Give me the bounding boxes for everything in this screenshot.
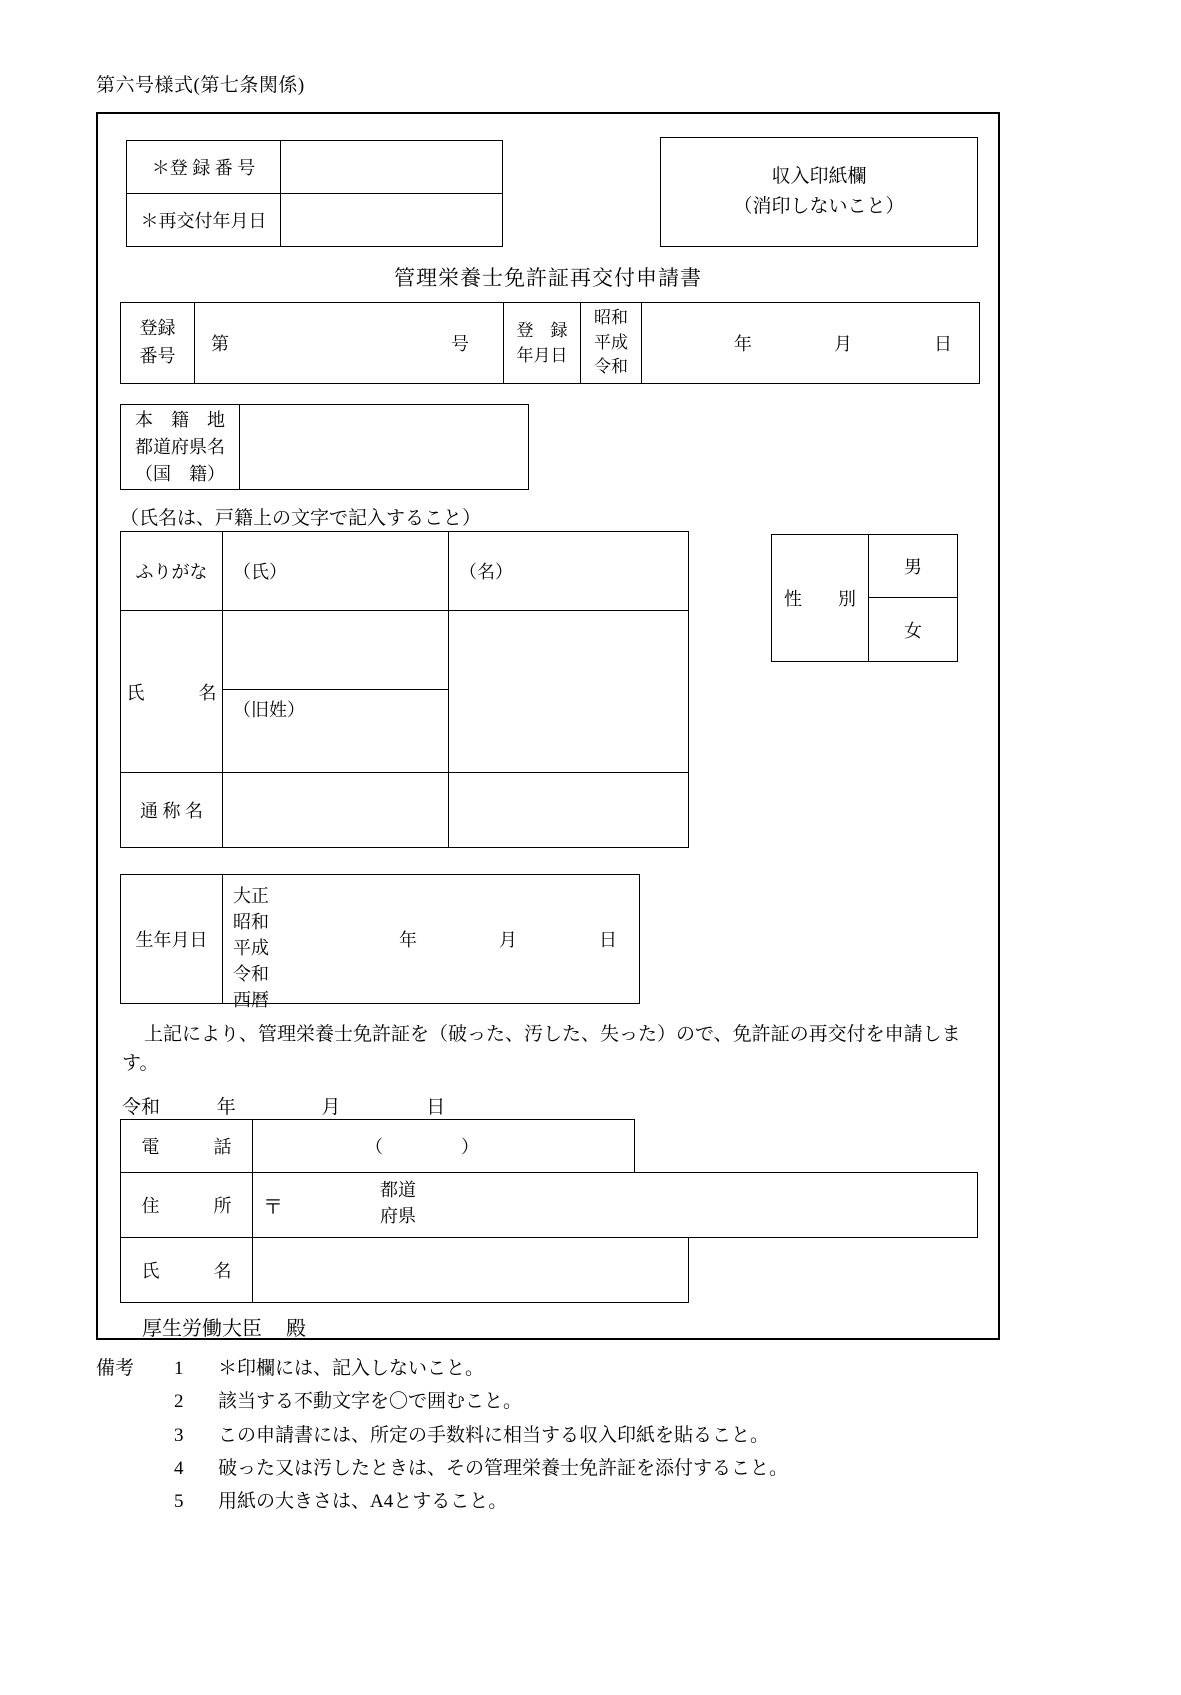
address-field[interactable] [252, 1172, 978, 1238]
addressee-minister-honorific: 殿 [286, 1318, 306, 1340]
remarks-section [96, 1352, 1056, 1518]
remarks-item-text: 破った又は汚したときは、その管理栄養士免許証を添付すること。 [218, 1457, 789, 1479]
application-statement [122, 1020, 982, 1079]
birthdate-era-reiwa[interactable]: 令和 [233, 964, 269, 985]
telephone-parentheses: （ ） [365, 1137, 509, 1157]
birthdate-era-options[interactable] [233, 883, 269, 1013]
name-label: 氏 名 [120, 610, 223, 773]
official-reissue-date-field[interactable] [280, 193, 503, 247]
remarks-item-number: 1 [174, 1358, 184, 1379]
remarks-item-number: 4 [174, 1457, 184, 1479]
postal-mark-icon: 〒 [263, 1196, 283, 1219]
application-date-day-unit: 日 [426, 1097, 446, 1118]
application-statement-line1: 上記により、管理栄養士免許証を（破った、汚した、失った）ので、免許証の再交付を申請しま [144, 1024, 961, 1045]
remarks-item [96, 1352, 1056, 1385]
address-label: 住 所 [120, 1172, 253, 1238]
domicile-label-line2: 都道府県名 [135, 436, 225, 457]
sex-option-male[interactable]: 男 [868, 534, 958, 598]
remarks-item [96, 1485, 1056, 1518]
remarks-item-text: ＊印欄には、記入しないこと。 [218, 1358, 485, 1379]
birthdate-era-seireki[interactable]: 西暦 [233, 990, 269, 1011]
name-givenname-field[interactable] [448, 610, 689, 773]
registration-era-reiwa[interactable]: 令和 [594, 357, 628, 377]
address-prefecture-hint-line2: 府県 [380, 1206, 416, 1227]
furigana-givenname-field[interactable] [448, 531, 689, 611]
registration-number-label [120, 302, 195, 384]
common-name-label: 通 称 名 [120, 772, 223, 848]
remarks-item-text: 該当する不動文字を〇で囲むこと。 [218, 1391, 523, 1413]
givenname-marker: （名） [459, 562, 513, 582]
registration-date-month-unit: 月 [834, 334, 852, 354]
addressee-minister [142, 1312, 306, 1341]
former-surname-marker: （旧姓） [233, 700, 305, 720]
remarks-spacer [96, 1452, 158, 1485]
applicant-name-field[interactable] [252, 1237, 689, 1303]
revenue-stamp-title: 収入印紙欄 [771, 165, 867, 187]
former-surname-field[interactable] [222, 689, 449, 773]
furigana-label: ふりがな [120, 531, 223, 611]
domicile-label [120, 404, 240, 490]
application-date-year-unit: 年 [216, 1097, 236, 1118]
birthdate-year-unit: 年 [399, 930, 417, 950]
birthdate-label: 生年月日 [120, 874, 223, 1004]
telephone-field[interactable] [252, 1119, 635, 1173]
sex-label: 性 別 [771, 534, 869, 662]
registration-number-field[interactable] [194, 302, 504, 384]
registration-number-label-line2: 番号 [139, 346, 176, 366]
domicile-label-line3: （国 籍） [135, 463, 225, 484]
application-date-month-unit: 月 [321, 1097, 341, 1118]
remarks-item-text: この申請書には、所定の手数料に相当する収入印紙を貼ること。 [218, 1424, 770, 1446]
applicant-name-label: 氏 名 [120, 1237, 253, 1303]
official-registration-number-label: ＊登 録 番 号 [126, 140, 281, 194]
remarks-item-number: 5 [174, 1491, 184, 1512]
common-name-field-right[interactable] [448, 772, 689, 848]
name-surname-field[interactable] [222, 610, 449, 690]
official-reissue-date-label: ＊再交付年月日 [126, 193, 281, 247]
addressee-minister-title: 厚生労働大臣 [142, 1318, 262, 1340]
application-statement-line2: す。 [122, 1053, 159, 1075]
birthdate-era-taisho[interactable]: 大正 [233, 886, 269, 906]
registration-date-label-line2: 年月日 [516, 346, 568, 365]
remarks-spacer [96, 1419, 158, 1452]
sex-option-female[interactable]: 女 [868, 597, 958, 662]
address-prefecture-hint [380, 1177, 416, 1229]
document-title: 管理栄養士免許証再交付申請書 [394, 266, 702, 290]
domicile-field[interactable] [239, 404, 529, 490]
registration-date-year-unit: 年 [734, 334, 752, 354]
registration-era-showa[interactable]: 昭和 [594, 308, 628, 328]
registration-number-suffix: 号 [451, 334, 469, 354]
registration-date-field[interactable] [641, 302, 980, 384]
furigana-surname-field[interactable] [222, 531, 449, 611]
application-date-era: 令和 [122, 1097, 161, 1118]
birthdate-field[interactable] [222, 874, 640, 1011]
form-number: 第六号様式(第七条関係) [96, 75, 305, 96]
registration-era-heisei[interactable]: 平成 [594, 332, 628, 352]
address-prefecture-hint-line1: 都道 [380, 1180, 416, 1200]
common-name-field-left[interactable] [222, 772, 449, 848]
remarks-item-number: 2 [174, 1391, 184, 1413]
remarks-item [96, 1452, 1056, 1485]
registration-number-prefix: 第 [211, 334, 229, 354]
remarks-item [96, 1385, 1056, 1418]
remarks-spacer [96, 1385, 158, 1418]
remarks-item-number: 3 [174, 1424, 184, 1446]
revenue-stamp-box[interactable] [660, 137, 978, 247]
official-registration-number-field[interactable] [280, 140, 503, 194]
registration-date-label-line1: 登 録 [516, 320, 568, 340]
application-date-line[interactable] [122, 1092, 445, 1119]
remarks-heading: 備考 [96, 1358, 135, 1379]
registration-era-options[interactable] [580, 302, 642, 384]
name-instruction-note: （氏名は、戸籍上の文字で記入すること） [120, 508, 482, 529]
application-form-border [96, 112, 1000, 1340]
remarks-item-text: 用紙の大きさは、A4とすること。 [218, 1491, 508, 1512]
remarks-spacer [96, 1485, 158, 1518]
telephone-label: 電 話 [120, 1119, 253, 1173]
remarks-item [96, 1419, 1056, 1452]
surname-marker: （氏） [233, 562, 287, 582]
domicile-label-line1: 本 籍 地 [135, 409, 225, 430]
birthdate-month-unit: 月 [499, 930, 517, 950]
registration-number-label-line1: 登録 [139, 318, 176, 339]
registration-date-label [503, 302, 581, 384]
registration-date-day-unit: 日 [934, 334, 952, 354]
revenue-stamp-note: （消印しないこと） [733, 196, 905, 217]
birthdate-era-showa[interactable]: 昭和 [233, 912, 269, 933]
birthdate-day-unit: 日 [599, 930, 617, 950]
birthdate-era-heisei[interactable]: 平成 [233, 938, 269, 959]
